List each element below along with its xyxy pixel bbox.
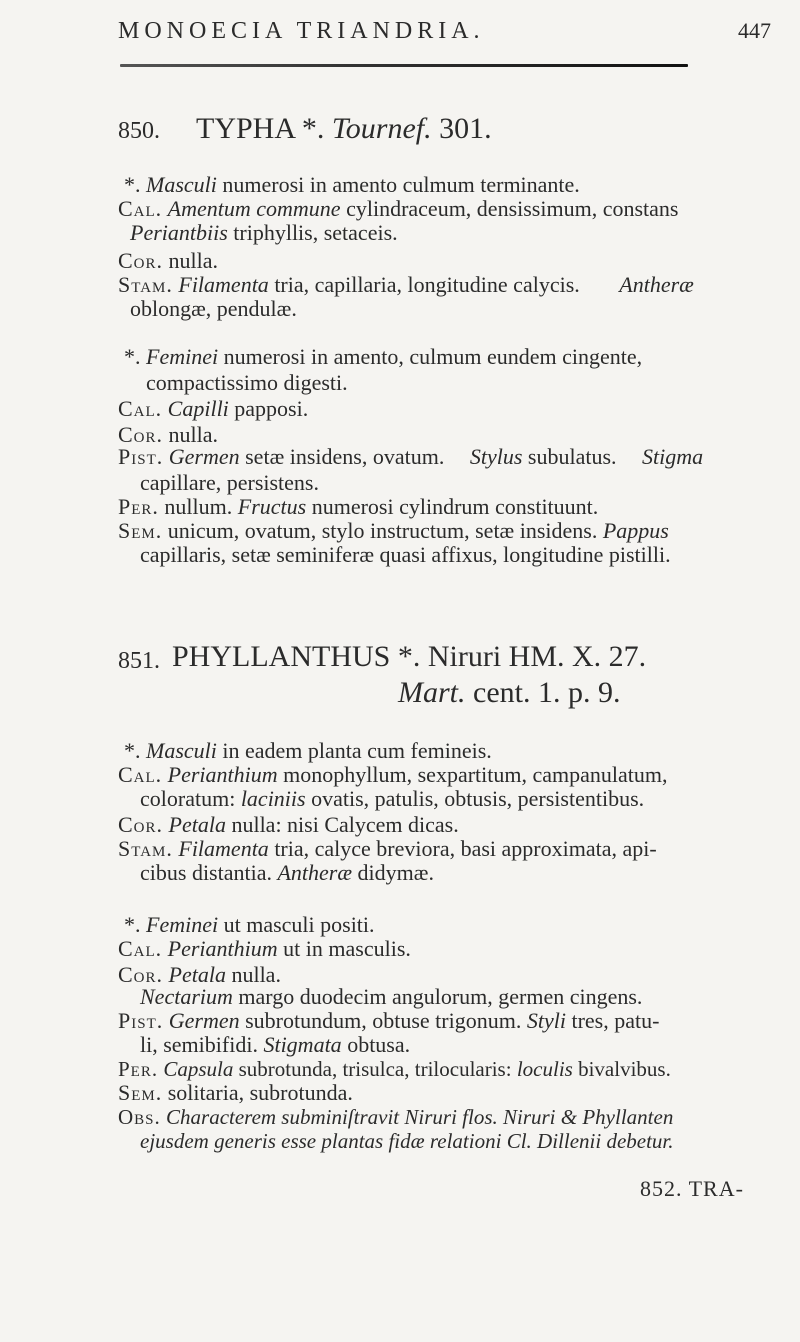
text-line: *. Feminei ut masculi positi. xyxy=(124,912,375,937)
genus-name: TYPHA xyxy=(196,112,295,145)
text-line: capillare, persistens. xyxy=(140,470,319,495)
text-line: Periantbiis triphyllis, setaceis. xyxy=(130,220,398,245)
text-line: *. Masculi numerosi in amento culmum terminante. xyxy=(124,172,580,197)
text-line: Cal. Capilli papposi. xyxy=(118,396,309,421)
section-851-subtitle: Mart. cent. 1. p. 9. xyxy=(398,676,621,709)
text-line: Cal. Perianthium ut in masculis. xyxy=(118,936,411,961)
text-line: Cor. Petala nulla: nisi Calycem dicas. xyxy=(118,812,459,837)
text-line: Stam. Filamenta tria, calyce breviora, basi approximata, api- xyxy=(118,836,657,861)
text-line: Stam. Filamenta tria, capillaria, longitudine calycis. Antheræ xyxy=(118,272,694,297)
header-rule xyxy=(120,64,688,67)
text-line: Cal. Perianthium monophyllum, sexpartitum, campanulatum, xyxy=(118,762,668,787)
text-line: Obs. Characterem subminiſtravit Niruri flos. Niruri & Phyllanten xyxy=(118,1105,674,1129)
text-line: li, semibifidi. Stigmata obtusa. xyxy=(140,1032,411,1057)
text-line: Sem. solitaria, subrotunda. xyxy=(118,1080,353,1105)
text-line: *. Feminei numerosi in amento, culmum eundem cingente, xyxy=(124,344,643,369)
text-line: capillaris, setæ seminiferæ quasi affixus, longitudine pistilli. xyxy=(140,542,671,567)
text-line: Sem. unicum, ovatum, stylo instructum, setæ insidens. Pappus xyxy=(118,518,669,543)
section-851-number: 851. xyxy=(118,648,160,674)
title-reference: Niruri HM. X. 27. xyxy=(427,640,647,673)
text-line: Nectarium margo duodecim angulorum, germen cingens. xyxy=(140,984,643,1009)
section-850-title xyxy=(196,112,492,146)
text-line: coloratum: laciniis ovatis, patulis, obtusis, persistentibus. xyxy=(140,786,645,811)
text-line: oblongæ, pendulæ. xyxy=(130,296,297,321)
text-line: Cor. nulla. xyxy=(118,248,219,273)
text-line: cibus distantia. Antheræ didymæ. xyxy=(140,860,434,885)
text-line: Cor. nulla. xyxy=(118,422,219,447)
section-851-title xyxy=(172,640,646,674)
title-mark: *. xyxy=(301,112,325,145)
text-line: *. Masculi in eadem planta cum femineis. xyxy=(124,738,492,763)
genus-name: PHYLLANTHUS xyxy=(172,640,391,673)
page-number: 447 xyxy=(738,18,771,43)
text-line: compactissimo digesti. xyxy=(146,370,348,395)
text-line: Per. nullum. Fructus numerosi cylindrum constituunt. xyxy=(118,494,599,519)
catchword: 852. TRA- xyxy=(640,1176,744,1201)
text-line: Pist. Germen subrotundum, obtuse trigonum. Styli tres, patu- xyxy=(118,1008,660,1033)
title-mark: *. xyxy=(397,640,421,673)
text-line: Cor. Petala nulla. xyxy=(118,962,281,987)
text-line: Pist. Germen setæ insidens, ovatum. Stylus subulatus. Stigma xyxy=(118,444,704,469)
title-reference-number: 301. xyxy=(439,112,492,145)
text-line: Per. Capsula subrotunda, trisulca, trilocularis: loculis bivalvibus. xyxy=(118,1057,671,1081)
text-line: ejusdem generis esse plantas fidæ relationi Cl. Dillenii debetur. xyxy=(140,1129,674,1153)
text-line: Cal. Amentum commune cylindraceum, densissimum, constans xyxy=(118,196,679,221)
running-head: MONOECIA TRIANDRIA. xyxy=(118,18,485,44)
section-850-number: 850. xyxy=(118,118,160,144)
title-reference: Tournef. xyxy=(331,112,432,145)
